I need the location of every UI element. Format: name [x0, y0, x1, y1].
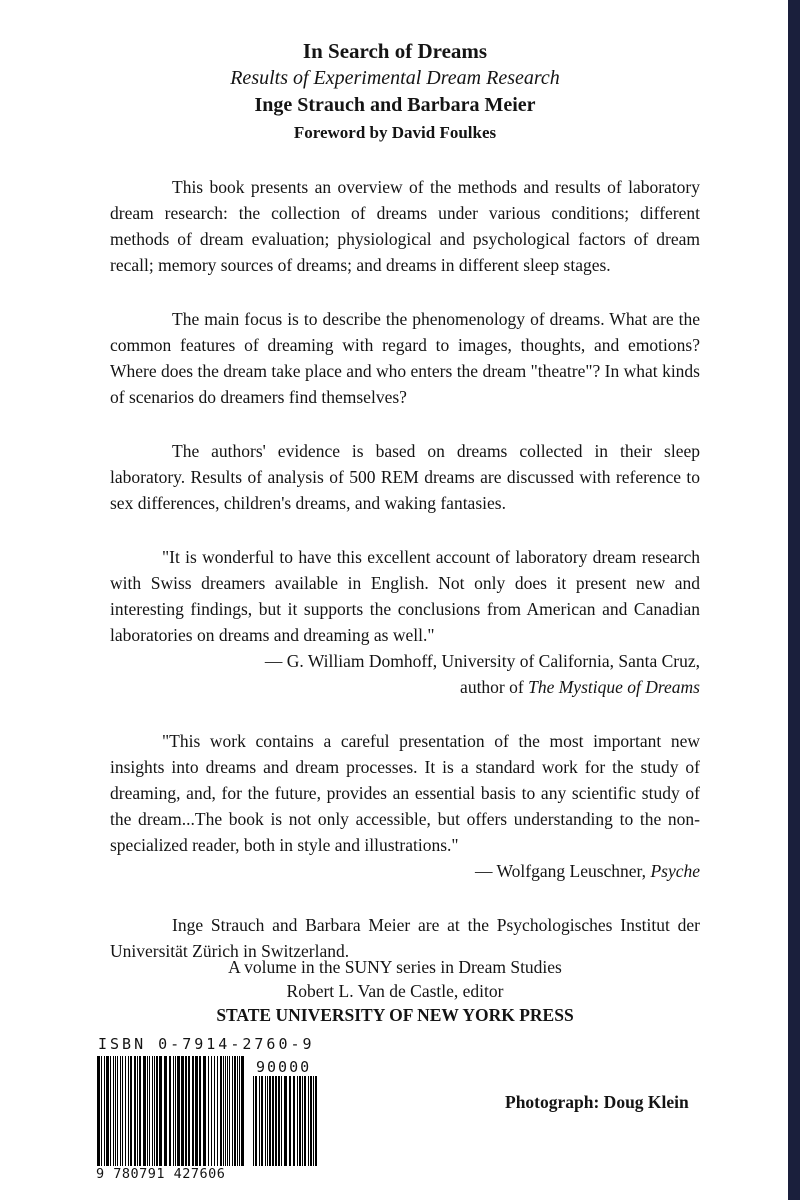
- publisher-name: STATE UNIVERSITY OF NEW YORK PRESS: [216, 1005, 574, 1025]
- book-subtitle: Results of Experimental Dream Research: [230, 67, 560, 89]
- book-title: In Search of Dreams: [302, 39, 488, 63]
- isbn-text: ISBN 0-7914-2760-9: [98, 1035, 315, 1053]
- book-authors: Inge Strauch and Barbara Meier: [254, 94, 536, 116]
- barcode-digits: 9 780791 427606: [96, 1166, 226, 1182]
- review-quote-2: "This work contains a careful presentation of the most important new insights into dreams and dream processes. It is a standard work for the study of dreaming, and, for the future, provides an essential basis to any scientific study of the dream...The book is not only accessible, but offers understanding to the non-specialized reader, both in style and illustrations.": [110, 731, 700, 855]
- price-code: 90000: [256, 1058, 312, 1076]
- review-attribution-1: [110, 648, 700, 674]
- review-attribution-1-work: The Mystique of Dreams: [528, 677, 700, 697]
- description-paragraph-3: The authors' evidence is based on dreams collected in their sleep laboratory. Results of analysis of 500 REM dreams are discussed with reference to sex differences, children's dreams, and waking fantasies.: [110, 441, 700, 513]
- series-info: [0, 955, 790, 1027]
- barcode-icon: [96, 1056, 246, 1166]
- book-header: [0, 38, 790, 146]
- blurb-content: [110, 174, 700, 964]
- description-paragraph-1: This book presents an overview of the methods and results of laboratory dream research: the collection of dreams under various conditions; different methods of dream evaluation; physiological and psychological factors of dream recall; memory sources of dreams; and dreams in different sleep stages.: [110, 177, 700, 275]
- photo-credit: Photograph: Doug Klein: [505, 1092, 689, 1112]
- review-attribution-2-name: — Wolfgang Leuschner,: [475, 861, 651, 881]
- review-attribution-1-prefix: author of: [460, 677, 529, 697]
- barcode-addon-icon: [252, 1076, 320, 1166]
- review-attribution-1-line1: — G. William Domhoff, University of California, Santa Cruz,: [264, 651, 700, 671]
- review-attribution-2-work: Psyche: [650, 861, 700, 881]
- series-line: A volume in the SUNY series in Dream Studies: [228, 957, 562, 977]
- review-attribution-1-author-line: [110, 674, 700, 700]
- about-authors: Inge Strauch and Barbara Meier are at the Psychologisches Institut der Universität Zürich in Switzerland.: [110, 915, 700, 961]
- series-editor: Robert L. Van de Castle, editor: [286, 981, 504, 1001]
- review-attribution-2: [110, 858, 700, 884]
- description-paragraph-2: The main focus is to describe the phenomenology of dreams. What are the common features of dreaming with regard to images, thoughts, and emotions? Where does the dream take place and who enters the dream "theatre"? In what kinds of scenarios do dreamers find themselves?: [110, 309, 700, 407]
- review-quote-1: "It is wonderful to have this excellent account of laboratory dream research with Swiss dreamers available in English. Not only does it present new and interesting findings, but it supports the conclusions from American and Canadian laboratories on dreams and dreaming as well.": [110, 547, 700, 645]
- foreword-credit: Foreword by David Foulkes: [293, 123, 497, 142]
